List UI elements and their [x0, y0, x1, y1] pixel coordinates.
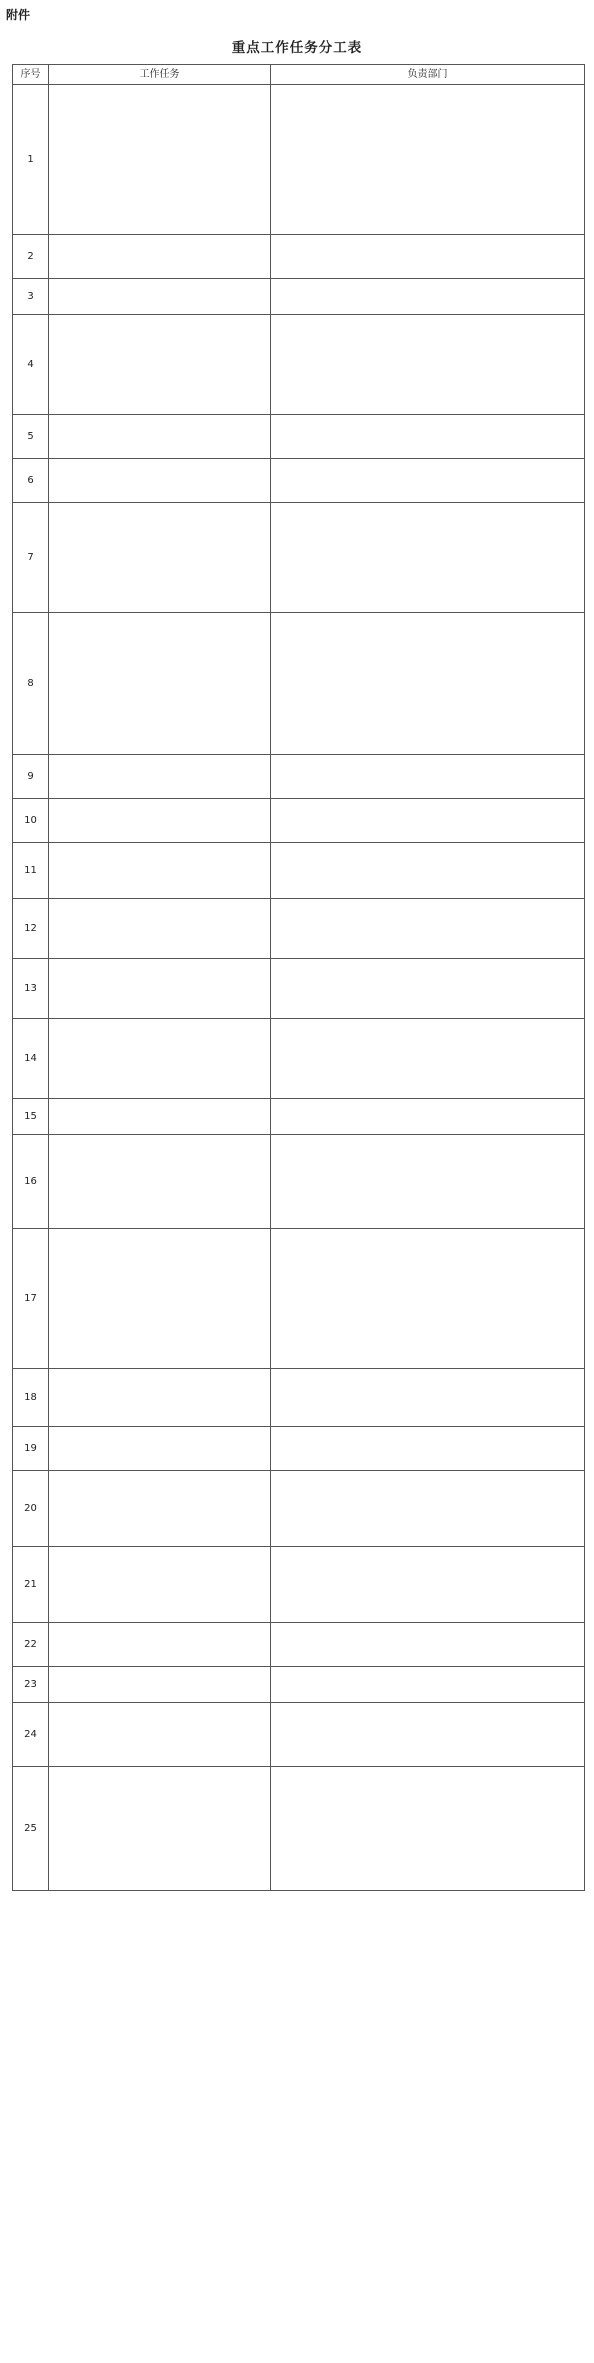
table-row — [13, 1427, 585, 1471]
dept-cell — [271, 755, 585, 799]
row-number-cell: 3 — [13, 279, 49, 315]
task-cell — [49, 235, 271, 279]
dept-cell — [271, 315, 585, 415]
table-row — [13, 1369, 585, 1427]
dept-cell — [271, 613, 585, 755]
table-row — [13, 1471, 585, 1547]
table-row — [13, 1019, 585, 1099]
task-cell — [49, 1703, 271, 1767]
table-row — [13, 1703, 585, 1767]
table-row — [13, 1229, 585, 1369]
table-row — [13, 613, 585, 755]
task-cell — [49, 1471, 271, 1547]
table-row — [13, 1667, 585, 1703]
row-number-cell: 11 — [13, 843, 49, 899]
row-number-cell: 6 — [13, 459, 49, 503]
dept-cell — [271, 1099, 585, 1135]
task-cell — [49, 1427, 271, 1471]
task-cell — [49, 459, 271, 503]
table-row — [13, 315, 585, 415]
row-number-cell: 9 — [13, 755, 49, 799]
task-cell — [49, 799, 271, 843]
row-number-cell: 18 — [13, 1369, 49, 1427]
row-number-cell: 13 — [13, 959, 49, 1019]
row-number-cell: 1 — [13, 85, 49, 235]
attachment-label: 附件 — [6, 8, 31, 22]
dept-cell — [271, 415, 585, 459]
task-cell — [49, 755, 271, 799]
task-cell — [49, 1135, 271, 1229]
column-header-no: 序号 — [13, 65, 49, 85]
table-body — [13, 85, 585, 1891]
table-row — [13, 415, 585, 459]
row-number-cell: 2 — [13, 235, 49, 279]
table-row — [13, 1623, 585, 1667]
dept-cell — [271, 1019, 585, 1099]
row-number-cell: 21 — [13, 1547, 49, 1623]
dept-cell — [271, 1135, 585, 1229]
row-number-cell: 10 — [13, 799, 49, 843]
row-number-cell: 12 — [13, 899, 49, 959]
table-row — [13, 1547, 585, 1623]
row-number-cell: 15 — [13, 1099, 49, 1135]
table-row — [13, 1767, 585, 1891]
dept-cell — [271, 1427, 585, 1471]
row-number-cell: 24 — [13, 1703, 49, 1767]
task-cell — [49, 1369, 271, 1427]
task-cell — [49, 85, 271, 235]
column-header-task: 工作任务 — [49, 65, 271, 85]
dept-cell — [271, 85, 585, 235]
row-number-cell: 19 — [13, 1427, 49, 1471]
row-number-cell: 8 — [13, 613, 49, 755]
dept-cell — [271, 1767, 585, 1891]
table-row — [13, 755, 585, 799]
row-number-cell: 20 — [13, 1471, 49, 1547]
dept-cell — [271, 279, 585, 315]
table-row — [13, 799, 585, 843]
task-cell — [49, 503, 271, 613]
table-row — [13, 843, 585, 899]
dept-cell — [271, 503, 585, 613]
column-header-dept: 负责部门 — [271, 65, 585, 85]
dept-cell — [271, 1667, 585, 1703]
dept-cell — [271, 1547, 585, 1623]
task-cell — [49, 279, 271, 315]
row-number-cell: 17 — [13, 1229, 49, 1369]
dept-cell — [271, 1703, 585, 1767]
task-table — [12, 64, 585, 1891]
table-row — [13, 1099, 585, 1135]
dept-cell — [271, 1471, 585, 1547]
table-row — [13, 959, 585, 1019]
row-number-cell: 16 — [13, 1135, 49, 1229]
task-cell — [49, 1623, 271, 1667]
task-cell — [49, 959, 271, 1019]
task-cell — [49, 843, 271, 899]
task-cell — [49, 1547, 271, 1623]
row-number-cell: 5 — [13, 415, 49, 459]
dept-cell — [271, 235, 585, 279]
table-row — [13, 85, 585, 235]
task-cell — [49, 415, 271, 459]
dept-cell — [271, 1623, 585, 1667]
row-number-cell: 14 — [13, 1019, 49, 1099]
task-cell — [49, 1667, 271, 1703]
table-row — [13, 235, 585, 279]
task-cell — [49, 1767, 271, 1891]
dept-cell — [271, 799, 585, 843]
task-cell — [49, 315, 271, 415]
dept-cell — [271, 1369, 585, 1427]
dept-cell — [271, 843, 585, 899]
row-number-cell: 7 — [13, 503, 49, 613]
row-number-cell: 4 — [13, 315, 49, 415]
dept-cell — [271, 1229, 585, 1369]
table-row — [13, 1135, 585, 1229]
table-row — [13, 279, 585, 315]
task-cell — [49, 1019, 271, 1099]
row-number-cell: 25 — [13, 1767, 49, 1891]
table-row — [13, 899, 585, 959]
table-header-row — [13, 65, 585, 85]
dept-cell — [271, 899, 585, 959]
table-row — [13, 459, 585, 503]
document-title: 重点工作任务分工表 — [231, 40, 363, 56]
task-cell — [49, 899, 271, 959]
dept-cell — [271, 959, 585, 1019]
row-number-cell: 23 — [13, 1667, 49, 1703]
dept-cell — [271, 459, 585, 503]
task-cell — [49, 613, 271, 755]
row-number-cell: 22 — [13, 1623, 49, 1667]
task-cell — [49, 1099, 271, 1135]
table-row — [13, 503, 585, 613]
task-cell — [49, 1229, 271, 1369]
